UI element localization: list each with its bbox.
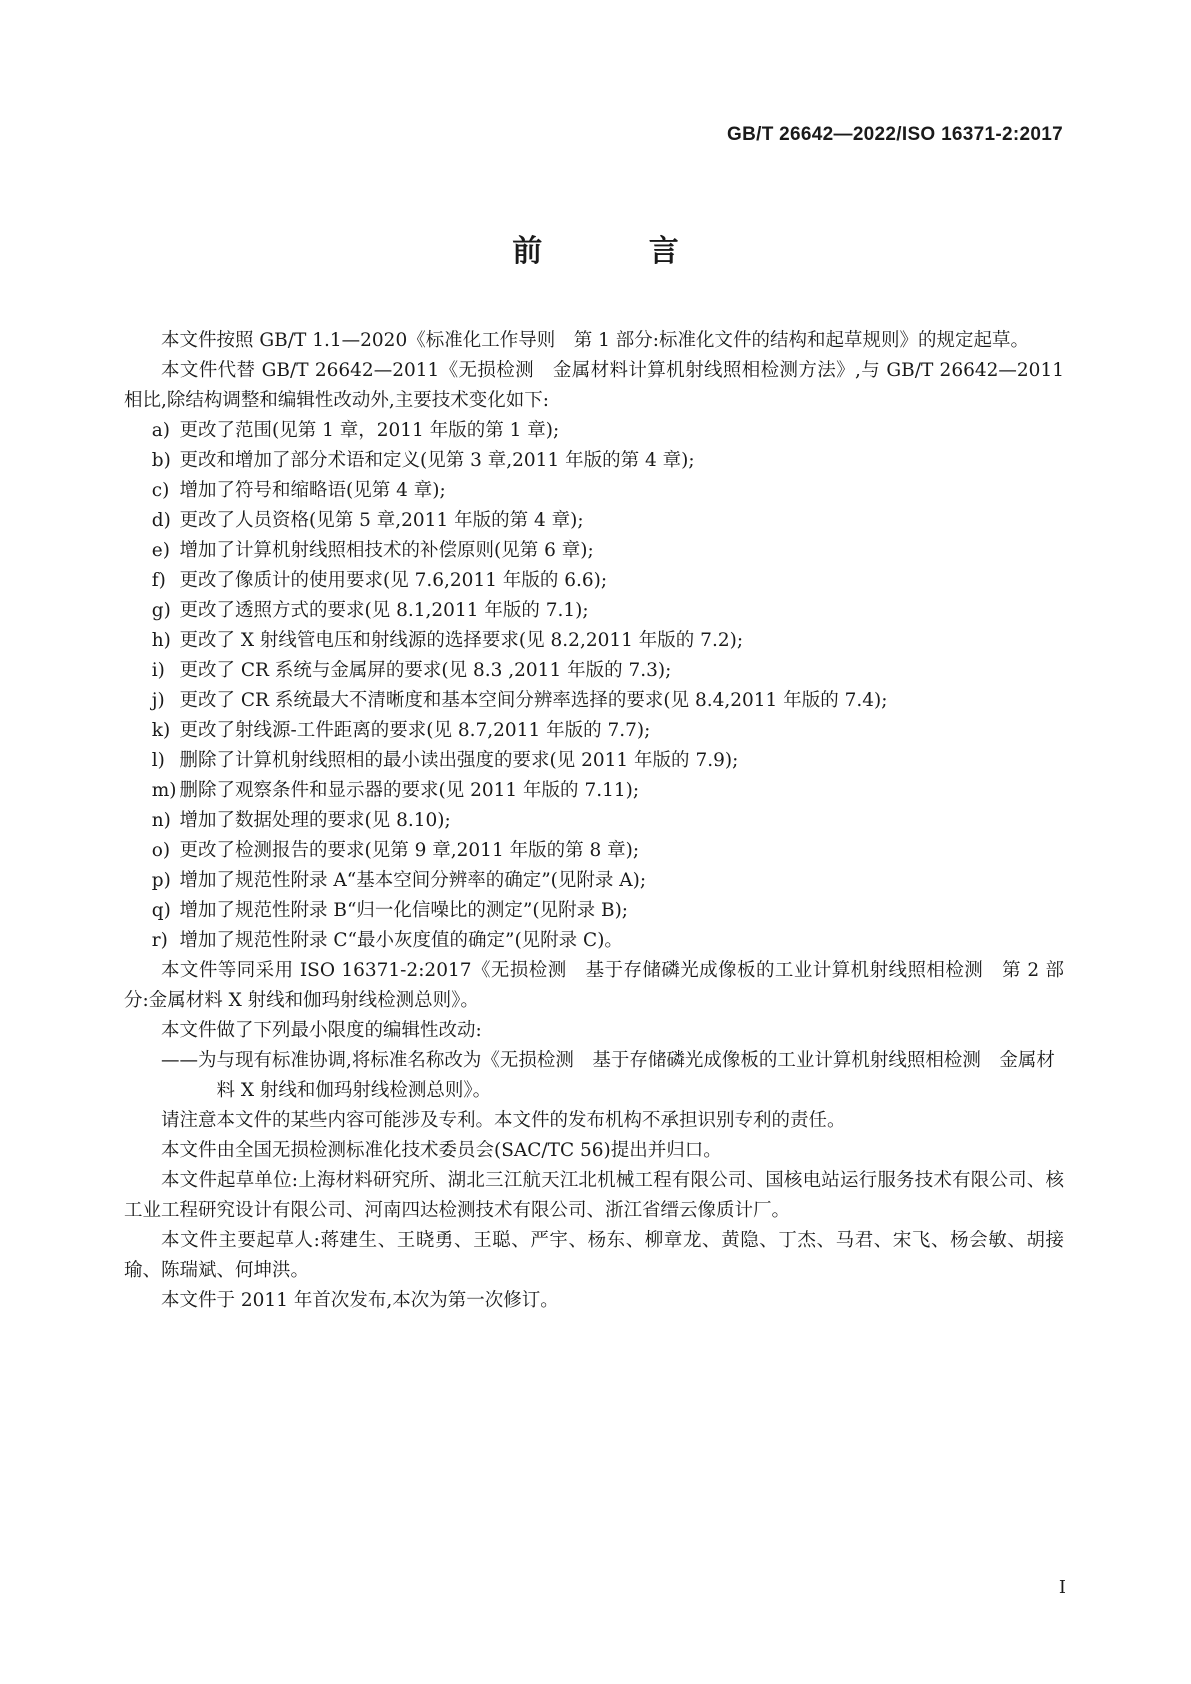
list-item-mark: g) <box>151 600 171 621</box>
list-item-mark: q) <box>151 900 171 921</box>
list-item <box>124 476 1064 506</box>
list-item <box>124 566 1064 596</box>
paragraph-editorial-changes: 本文件做了下列最小限度的编辑性改动: <box>161 1020 482 1041</box>
list-item <box>124 866 1064 896</box>
list-item-mark: k) <box>151 720 171 741</box>
list-item-text: 更改了人员资格(见第 5 章,2011 年版的第 4 章); <box>179 510 584 531</box>
list-item-text: 更改了 X 射线管电压和射线源的选择要求(见 8.2,2011 年版的 7.2); <box>179 630 744 651</box>
list-item <box>124 536 1064 566</box>
list-item <box>124 716 1064 746</box>
list-item-text: 更改和增加了部分术语和定义(见第 3 章,2011 年版的第 4 章); <box>179 450 695 471</box>
list-item-mark: b) <box>151 450 171 471</box>
list-item-text: 更改了射线源-工件距离的要求(见 8.7,2011 年版的 7.7); <box>179 720 651 741</box>
list-item-mark: m) <box>151 780 177 801</box>
list-item-mark: d) <box>151 510 171 531</box>
list-item <box>124 836 1064 866</box>
list-item-mark: n) <box>151 810 171 831</box>
list-item <box>124 806 1064 836</box>
list-item-mark: h) <box>151 630 171 651</box>
foreword-body <box>124 326 1064 1316</box>
page-number: I <box>1058 1577 1066 1598</box>
dash-list-item: ——为与现有标准协调,将标准名称改为《无损检测 基于存储磷光成像板的工业计算机射线照相检测 金属材料 X 射线和伽玛射线检测总则》。 <box>161 1050 1055 1101</box>
list-item-text: 删除了观察条件和显示器的要求(见 2011 年版的 7.11); <box>179 780 640 801</box>
list-item-text: 增加了规范性附录 C“最小灰度值的确定”(见附录 C)。 <box>179 930 623 951</box>
paragraph-patent-notice: 请注意本文件的某些内容可能涉及专利。本文件的发布机构不承担识别专利的责任。 <box>161 1110 846 1131</box>
list-item-mark: i) <box>151 660 165 681</box>
list-item <box>124 656 1064 686</box>
list-item-text: 更改了范围(见第 1 章，2011 年版的第 1 章); <box>179 420 560 441</box>
list-item <box>124 506 1064 536</box>
list-item-text: 增加了规范性附录 B“归一化信噪比的测定”(见附录 B); <box>179 900 629 921</box>
list-item <box>124 416 1064 446</box>
standard-number-header: GB/T 26642—2022/ISO 16371-2:2017 <box>727 124 1063 145</box>
list-item-text: 删除了计算机射线照相的最小读出强度的要求(见 2011 年版的 7.9); <box>179 750 739 771</box>
list-item <box>124 446 1064 476</box>
list-item-text: 增加了规范性附录 A“基本空间分辨率的确定”(见附录 A); <box>179 870 647 891</box>
paragraph-drafters: 本文件主要起草人:蒋建生、王晓勇、王聪、严宇、杨东、柳章龙、黄隐、丁杰、马君、宋飞、杨会敏、胡接瑜、陈瑞斌、何坤洪。 <box>124 1230 1064 1281</box>
paragraph-history: 本文件于 2011 年首次发布,本次为第一次修订。 <box>161 1290 559 1311</box>
list-item-text: 更改了像质计的使用要求(见 7.6,2011 年版的 6.6); <box>179 570 608 591</box>
paragraph-drafting-basis: 本文件按照 GB/T 1.1—2020《标准化工作导则 第 1 部分:标准化文件的结构和起草规则》的规定起草。 <box>161 330 1029 351</box>
list-item <box>124 686 1064 716</box>
list-item-text: 增加了计算机射线照相技术的补偿原则(见第 6 章); <box>179 540 594 561</box>
list-item-text: 更改了 CR 系统与金属屏的要求(见 8.3 ,2011 年版的 7.3); <box>179 660 672 681</box>
list-item-mark: o) <box>151 840 171 861</box>
list-item-mark: c) <box>151 480 170 501</box>
paragraph-adoption: 本文件等同采用 ISO 16371-2:2017《无损检测 基于存储磷光成像板的工业计算机射线照相检测 第 2 部分:金属材料 X 射线和伽玛射线检测总则》。 <box>124 960 1064 1011</box>
paragraph-drafting-units: 本文件起草单位:上海材料研究所、湖北三江航天江北机械工程有限公司、国核电站运行服务技术有限公司、核工业工程研究设计有限公司、河南四达检测技术有限公司、浙江省缙云像质计厂。 <box>124 1170 1064 1221</box>
changes-list <box>124 416 1064 956</box>
paragraph-proposer: 本文件由全国无损检测标准化技术委员会(SAC/TC 56)提出并归口。 <box>161 1140 722 1161</box>
list-item-mark: l) <box>151 750 165 771</box>
page-title: 前 言 <box>512 234 727 269</box>
list-item-mark: f) <box>151 570 166 591</box>
list-item-mark: e) <box>151 540 170 561</box>
list-item-mark: a) <box>151 420 170 441</box>
list-item <box>124 746 1064 776</box>
list-item <box>124 596 1064 626</box>
list-item <box>124 926 1064 956</box>
list-item-mark: r) <box>151 930 168 951</box>
list-item-text: 更改了透照方式的要求(见 8.1,2011 年版的 7.1); <box>179 600 589 621</box>
list-item <box>124 776 1064 806</box>
list-item-mark: j) <box>151 690 165 711</box>
list-item-text: 更改了检测报告的要求(见第 9 章,2011 年版的第 8 章); <box>179 840 640 861</box>
list-item-mark: p) <box>151 870 171 891</box>
list-item <box>124 896 1064 926</box>
list-item <box>124 626 1064 656</box>
list-item-text: 增加了数据处理的要求(见 8.10); <box>179 810 451 831</box>
list-item-text: 更改了 CR 系统最大不清晰度和基本空间分辨率选择的要求(见 8.4,2011 年版的 7.4); <box>179 690 888 711</box>
paragraph-replacement: 本文件代替 GB/T 26642—2011《无损检测 金属材料计算机射线照相检测方法》,与 GB/T 26642—2011 相比,除结构调整和编辑性改动外,主要技术变化如下: <box>124 360 1064 411</box>
list-item-text: 增加了符号和缩略语(见第 4 章); <box>179 480 446 501</box>
